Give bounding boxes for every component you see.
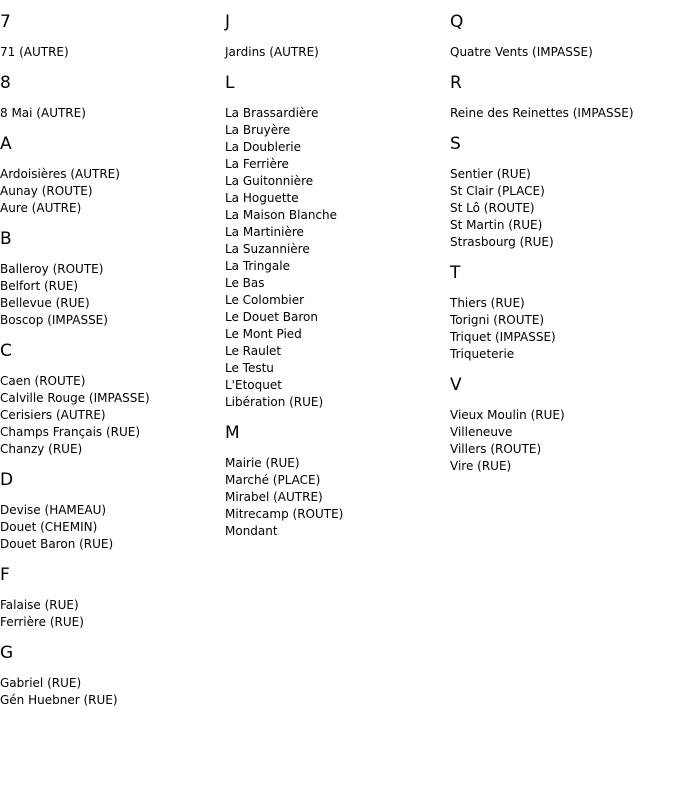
street-list-item: La Bruyère <box>225 123 291 137</box>
letter-section <box>450 263 675 363</box>
section-letter-heading: 8 <box>0 73 11 93</box>
street-list-item: Jardins (AUTRE) <box>225 45 319 59</box>
street-list-item: Cerisiers (AUTRE) <box>0 408 106 422</box>
letter-section <box>0 643 225 709</box>
street-list-item: La Guitonnière <box>225 174 314 188</box>
section-letter-heading: S <box>450 134 461 154</box>
section-letter-heading: L <box>225 73 235 93</box>
street-list-item: Triquet (IMPASSE) <box>450 330 556 344</box>
street-list-item: Champs Français (RUE) <box>0 425 141 439</box>
street-list <box>0 105 225 122</box>
street-list <box>225 44 450 61</box>
street-list-item: Mitrecamp (ROUTE) <box>225 507 344 521</box>
street-list-item: Quatre Vents (IMPASSE) <box>450 45 593 59</box>
letter-section <box>450 12 675 61</box>
street-list-item: La Hoguette <box>225 191 299 205</box>
street-list <box>0 261 225 329</box>
index-column-1 <box>0 0 225 709</box>
letter-section <box>450 375 675 475</box>
street-list <box>450 44 675 61</box>
street-list-item: Villeneuve <box>450 425 513 439</box>
street-list-item: Balleroy (ROUTE) <box>0 262 104 276</box>
section-letter-heading: D <box>0 470 14 490</box>
street-list-item: Chanzy (RUE) <box>0 442 83 456</box>
street-list-item: Vieux Moulin (RUE) <box>450 408 565 422</box>
street-list-item: Villers (ROUTE) <box>450 442 542 456</box>
street-list-item: Le Testu <box>225 361 274 375</box>
letter-section <box>0 341 225 458</box>
street-list <box>450 166 675 251</box>
street-list <box>225 455 450 540</box>
street-list-item: Aure (AUTRE) <box>0 201 82 215</box>
street-list-item: Ferrière (RUE) <box>0 615 84 629</box>
street-list-item: Caen (ROUTE) <box>0 374 86 388</box>
street-list-item: 8 Mai (AUTRE) <box>0 106 86 120</box>
section-letter-heading: Q <box>450 12 464 32</box>
street-list-item: Thiers (RUE) <box>450 296 525 310</box>
street-list-item: Aunay (ROUTE) <box>0 184 93 198</box>
letter-section <box>450 134 675 251</box>
letter-section <box>0 73 225 122</box>
letter-section <box>0 12 225 61</box>
index-column-3 <box>450 0 675 475</box>
letter-section <box>0 229 225 329</box>
street-list <box>0 502 225 553</box>
street-list-item: La Martinière <box>225 225 304 239</box>
section-letter-heading: V <box>450 375 462 395</box>
street-list-item: Le Raulet <box>225 344 282 358</box>
street-list <box>450 105 675 122</box>
section-letter-heading: 7 <box>0 12 11 32</box>
section-letter-heading: F <box>0 565 10 585</box>
index-column-2 <box>225 0 450 540</box>
street-list <box>0 373 225 458</box>
street-list <box>450 295 675 363</box>
street-list-item: Le Douet Baron <box>225 310 318 324</box>
street-list-item: Bellevue (RUE) <box>0 296 90 310</box>
street-list <box>0 44 225 61</box>
street-list-item: Marché (PLACE) <box>225 473 321 487</box>
section-letter-heading: B <box>0 229 12 249</box>
letter-section <box>0 134 225 217</box>
street-list-item: La Doublerie <box>225 140 302 154</box>
street-list <box>225 105 450 411</box>
letter-section <box>0 470 225 553</box>
street-list-item: Vire (RUE) <box>450 459 512 473</box>
section-letter-heading: A <box>0 134 12 154</box>
street-list-item: Belfort (RUE) <box>0 279 79 293</box>
street-list-item: 71 (AUTRE) <box>0 45 69 59</box>
section-letter-heading: M <box>225 423 240 443</box>
street-list <box>0 166 225 217</box>
street-list-item: Libération (RUE) <box>225 395 324 409</box>
street-list-item: Triqueterie <box>450 347 515 361</box>
street-list <box>0 675 225 709</box>
street-list-item: Le Bas <box>225 276 265 290</box>
street-list-item: Falaise (RUE) <box>0 598 79 612</box>
street-list-item: Le Mont Pied <box>225 327 302 341</box>
street-list-item: St Lô (ROUTE) <box>450 201 535 215</box>
street-list <box>450 407 675 475</box>
section-letter-heading: T <box>450 263 461 283</box>
section-letter-heading: G <box>0 643 14 663</box>
street-list-item: Sentier (RUE) <box>450 167 531 181</box>
street-list-item: Calville Rouge (IMPASSE) <box>0 391 150 405</box>
street-list-item: Devise (HAMEAU) <box>0 503 107 517</box>
letter-section <box>225 73 450 411</box>
street-list-item: Strasbourg (RUE) <box>450 235 554 249</box>
street-list-item: Torigni (ROUTE) <box>450 313 545 327</box>
street-list-item: La Brassardière <box>225 106 319 120</box>
street-list-item: La Suzannière <box>225 242 310 256</box>
street-list-item: Douet (CHEMIN) <box>0 520 98 534</box>
letter-section <box>450 73 675 122</box>
letter-section <box>0 565 225 631</box>
street-list-item: Gabriel (RUE) <box>0 676 82 690</box>
street-list-item: La Tringale <box>225 259 290 273</box>
street-list-item: La Ferrière <box>225 157 289 171</box>
street-list-item: St Clair (PLACE) <box>450 184 545 198</box>
street-list-item: Mirabel (AUTRE) <box>225 490 323 504</box>
section-letter-heading: R <box>450 73 462 93</box>
street-list-item: Reine des Reinettes (IMPASSE) <box>450 106 634 120</box>
street-list-item: Boscop (IMPASSE) <box>0 313 108 327</box>
street-list-item: La Maison Blanche <box>225 208 338 222</box>
street-list-item: Le Colombier <box>225 293 305 307</box>
letter-section <box>225 423 450 540</box>
street-list-item: Mairie (RUE) <box>225 456 300 470</box>
street-list-item: St Martin (RUE) <box>450 218 543 232</box>
street-list-item: Ardoisières (AUTRE) <box>0 167 120 181</box>
street-list-item: Douet Baron (RUE) <box>0 537 114 551</box>
street-list <box>0 597 225 631</box>
letter-section <box>225 12 450 61</box>
street-list-item: Mondant <box>225 524 278 538</box>
street-list-item: Gén Huebner (RUE) <box>0 693 118 707</box>
section-letter-heading: C <box>0 341 12 361</box>
street-list-item: L'Etoquet <box>225 378 282 392</box>
section-letter-heading: J <box>225 12 231 32</box>
